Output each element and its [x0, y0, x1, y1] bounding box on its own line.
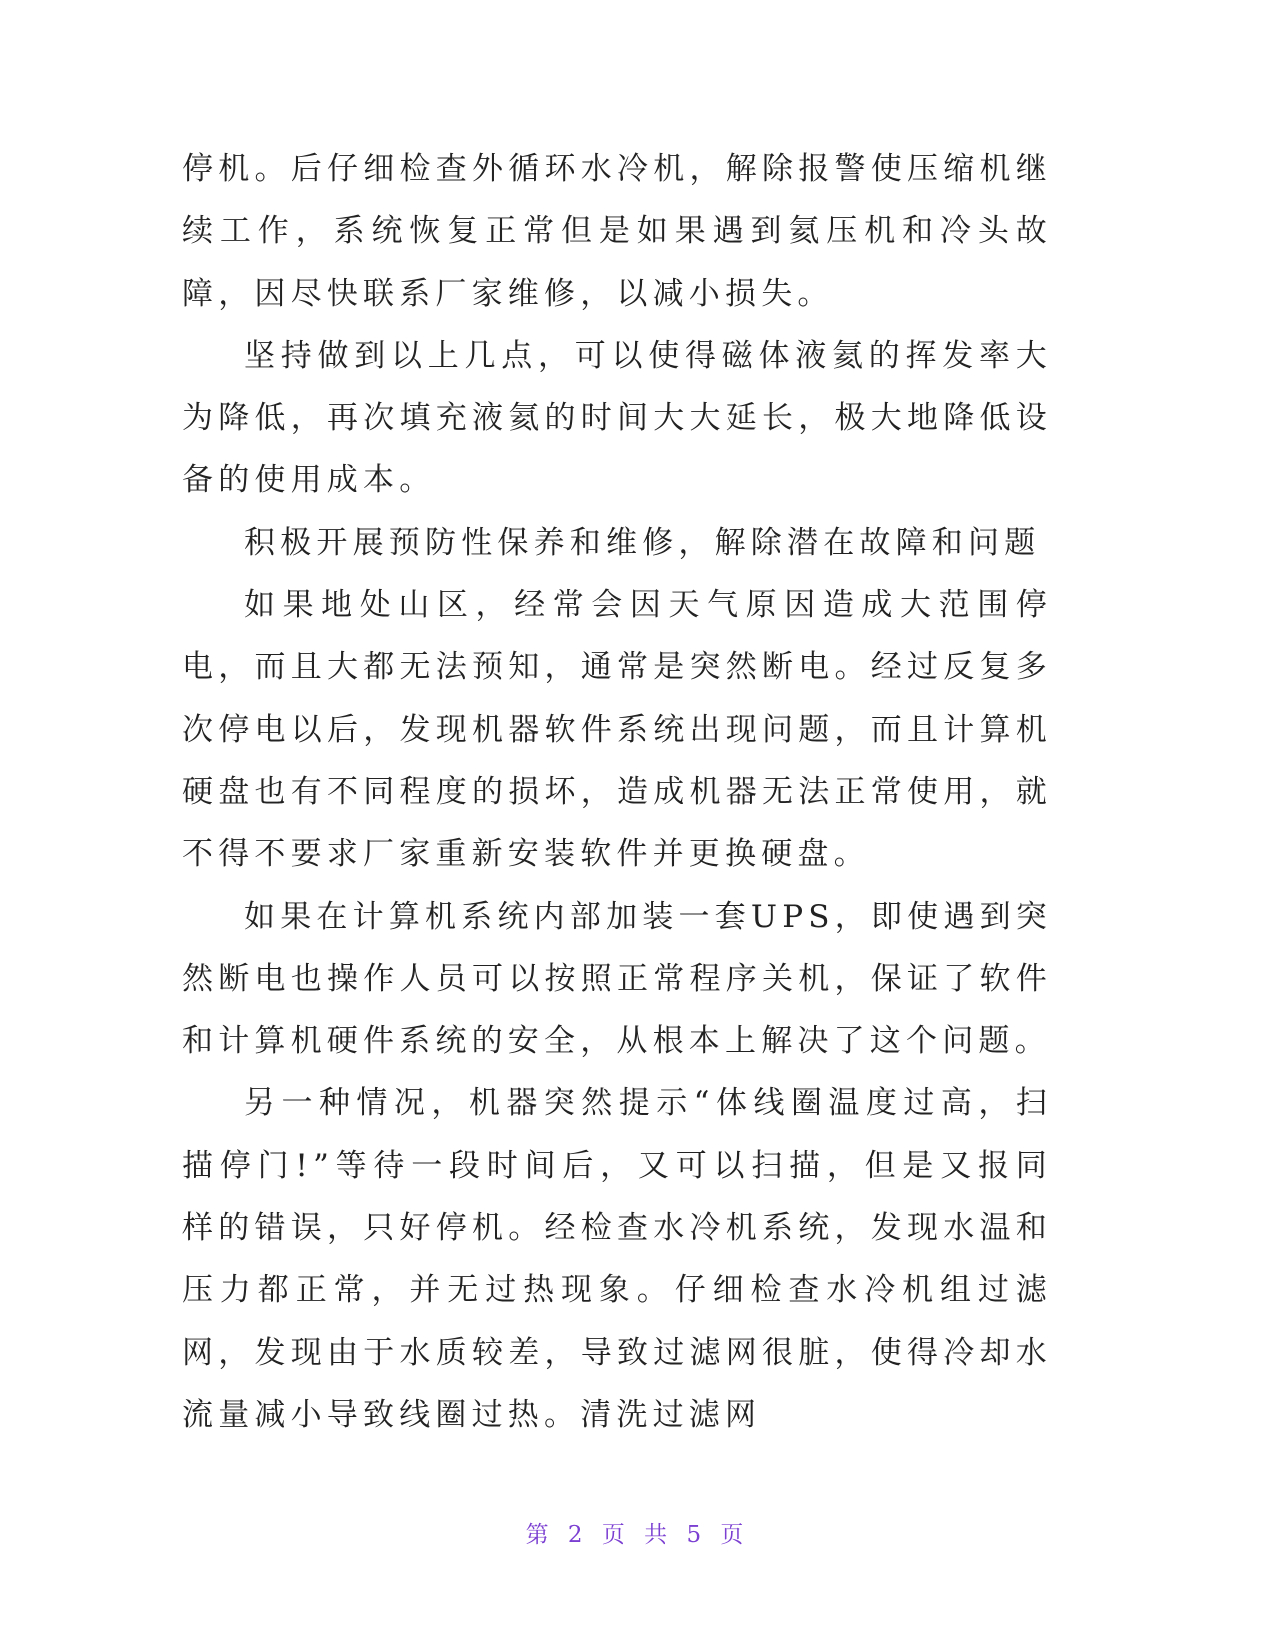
- paragraph-power-outage: 如果地处山区，经常会因天气原因造成大范围停电，而且大都无法预知，通常是突然断电。经过反复多次停电以后，发现机器软件系统出现问题，而且计算机硬盘也有不同程度的损坏，造成机器无法正常使用，就不得不要求厂家重新安装软件并更换硬盘。: [182, 587, 1052, 873]
- paragraph-continuation: 停机。后仔细检查外循环水冷机，解除报警使压缩机继续工作，系统恢复正常但是如果遇到氦压机和冷头故障，因尽快联系厂家维修，以减小损失。: [182, 151, 1052, 312]
- section-heading-preventive-maintenance: 积极开展预防性保养和维修，解除潜在故障和问题: [244, 524, 1041, 561]
- document-body: [182, 138, 1052, 1446]
- paragraph-liquid-helium-summary: 坚持做到以上几点，可以使得磁体液氦的挥发率大为降低，再次填充液氦的时间大大延长，极大地降低设备的使用成本。: [182, 337, 1052, 499]
- paragraph-coil-overheat: 另一种情况，机器突然提示“体线圈温度过高，扫描停门!”等待一段时间后，又可以扫描，但是又报同样的错误，只好停机。经检查水冷机系统，发现水温和压力都正常，并无过热现象。仔细检查水冷机组过滤网，发现由于水质较差，导致过滤网很脏，使得冷却水流量减小导致线圈过热。清洗过滤网: [182, 1085, 1052, 1433]
- paragraph-ups: 如果在计算机系统内部加装一套UPS，即使遇到突然断电也操作人员可以按照正常程序关机，保证了软件和计算机硬件系统的安全，从根本上解决了这个问题。: [182, 898, 1052, 1060]
- page-number-footer: 第 2 页 共 5 页: [525, 1522, 750, 1548]
